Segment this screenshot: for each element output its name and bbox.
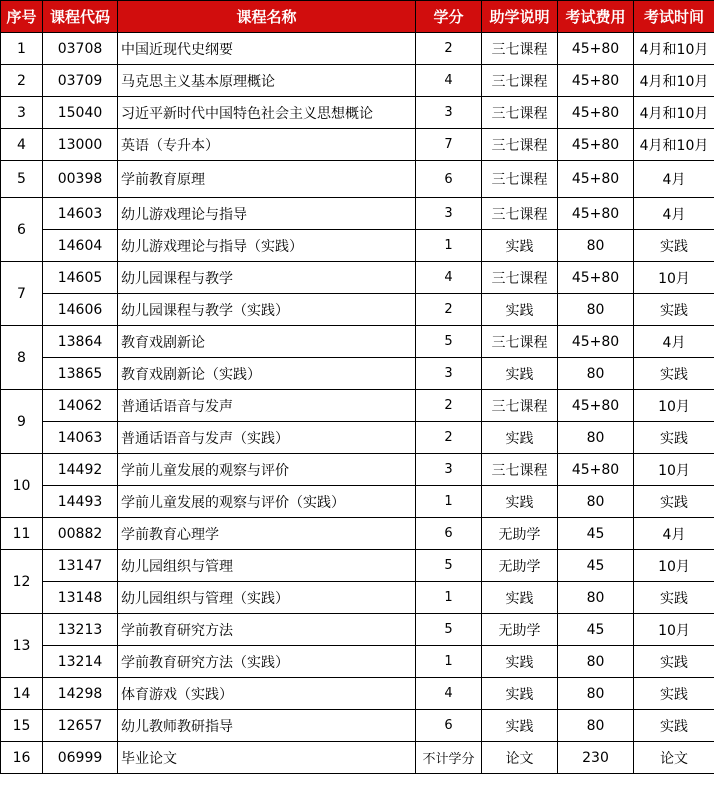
- course-fee: 45: [558, 614, 634, 646]
- table-row: [1, 262, 714, 294]
- course-code: 14492: [43, 454, 118, 486]
- course-fee: 45+80: [558, 198, 634, 230]
- course-name: 英语（专升本）: [118, 129, 416, 161]
- header-aid: 助学说明: [482, 1, 558, 33]
- course-code: 14603: [43, 198, 118, 230]
- table-row: [1, 486, 714, 518]
- course-credits: 6: [416, 710, 482, 742]
- row-seq: 3: [1, 97, 43, 129]
- row-seq: 11: [1, 518, 43, 550]
- course-code: 13000: [43, 129, 118, 161]
- course-code: 13214: [43, 646, 118, 678]
- table-row: [1, 678, 714, 710]
- course-fee: 80: [558, 710, 634, 742]
- course-name: 幼儿教师教研指导: [118, 710, 416, 742]
- course-aid: 无助学: [482, 614, 558, 646]
- header-time: 考试时间: [634, 1, 714, 33]
- course-fee: 80: [558, 230, 634, 262]
- course-aid: 三七课程: [482, 129, 558, 161]
- table-row: [1, 422, 714, 454]
- table-row: [1, 198, 714, 230]
- course-name: 普通话语音与发声: [118, 390, 416, 422]
- course-credits: 5: [416, 550, 482, 582]
- course-name: 学前儿童发展的观察与评价（实践）: [118, 486, 416, 518]
- course-name: 习近平新时代中国特色社会主义思想概论: [118, 97, 416, 129]
- course-code: 13865: [43, 358, 118, 390]
- table-row: [1, 550, 714, 582]
- header-name: 课程名称: [118, 1, 416, 33]
- course-aid: 三七课程: [482, 262, 558, 294]
- course-code: 15040: [43, 97, 118, 129]
- course-aid: 三七课程: [482, 97, 558, 129]
- course-credits: 不计学分: [416, 742, 482, 774]
- header-row: [1, 1, 714, 33]
- row-seq: 1: [1, 33, 43, 65]
- row-seq: 13: [1, 614, 43, 678]
- course-credits: 4: [416, 65, 482, 97]
- course-credits: 5: [416, 614, 482, 646]
- course-fee: 45+80: [558, 65, 634, 97]
- course-time: 论文: [634, 742, 714, 774]
- table-row: [1, 65, 714, 97]
- course-credits: 1: [416, 230, 482, 262]
- course-aid: 实践: [482, 678, 558, 710]
- course-time: 实践: [634, 422, 714, 454]
- row-seq: 6: [1, 198, 43, 262]
- course-code: 14062: [43, 390, 118, 422]
- table-row: [1, 97, 714, 129]
- course-code: 12657: [43, 710, 118, 742]
- course-fee: 45+80: [558, 262, 634, 294]
- row-seq: 10: [1, 454, 43, 518]
- course-time: 实践: [634, 230, 714, 262]
- course-fee: 45+80: [558, 33, 634, 65]
- course-code: 13147: [43, 550, 118, 582]
- course-name: 毕业论文: [118, 742, 416, 774]
- course-fee: 80: [558, 294, 634, 326]
- course-fee: 45: [558, 518, 634, 550]
- course-name: 教育戏剧新论: [118, 326, 416, 358]
- course-name: 教育戏剧新论（实践）: [118, 358, 416, 390]
- course-credits: 6: [416, 161, 482, 198]
- row-seq: 15: [1, 710, 43, 742]
- course-code: 00398: [43, 161, 118, 198]
- course-fee: 45+80: [558, 454, 634, 486]
- course-code: 14298: [43, 678, 118, 710]
- course-aid: 三七课程: [482, 326, 558, 358]
- course-code: 03708: [43, 33, 118, 65]
- course-aid: 实践: [482, 294, 558, 326]
- row-seq: 12: [1, 550, 43, 614]
- course-time: 实践: [634, 358, 714, 390]
- table-row: [1, 129, 714, 161]
- row-seq: 9: [1, 390, 43, 454]
- table-row: [1, 710, 714, 742]
- course-time: 实践: [634, 678, 714, 710]
- row-seq: 14: [1, 678, 43, 710]
- course-name: 幼儿园组织与管理: [118, 550, 416, 582]
- course-time: 10月: [634, 454, 714, 486]
- course-aid: 三七课程: [482, 454, 558, 486]
- course-time: 实践: [634, 710, 714, 742]
- course-name: 幼儿园课程与教学: [118, 262, 416, 294]
- table-row: [1, 742, 714, 774]
- course-aid: 实践: [482, 710, 558, 742]
- course-aid: 实践: [482, 422, 558, 454]
- course-name: 马克思主义基本原理概论: [118, 65, 416, 97]
- course-fee: 45+80: [558, 390, 634, 422]
- course-aid: 实践: [482, 646, 558, 678]
- course-fee: 80: [558, 678, 634, 710]
- course-time: 10月: [634, 614, 714, 646]
- header-seq: 序号: [1, 1, 43, 33]
- course-credits: 2: [416, 422, 482, 454]
- course-time: 4月和10月: [634, 129, 714, 161]
- course-fee: 80: [558, 358, 634, 390]
- course-aid: 三七课程: [482, 65, 558, 97]
- course-code: 00882: [43, 518, 118, 550]
- course-aid: 实践: [482, 582, 558, 614]
- course-time: 实践: [634, 486, 714, 518]
- course-time: 4月: [634, 161, 714, 198]
- course-credits: 5: [416, 326, 482, 358]
- table-row: [1, 518, 714, 550]
- course-credits: 3: [416, 97, 482, 129]
- course-code: 13148: [43, 582, 118, 614]
- course-aid: 三七课程: [482, 33, 558, 65]
- table-row: [1, 294, 714, 326]
- course-credits: 4: [416, 262, 482, 294]
- course-fee: 45: [558, 550, 634, 582]
- course-code: 14606: [43, 294, 118, 326]
- course-code: 06999: [43, 742, 118, 774]
- row-seq: 2: [1, 65, 43, 97]
- course-time: 10月: [634, 390, 714, 422]
- table-row: [1, 230, 714, 262]
- course-name: 学前儿童发展的观察与评价: [118, 454, 416, 486]
- course-table-body: [1, 33, 714, 774]
- course-aid: 论文: [482, 742, 558, 774]
- row-seq: 16: [1, 742, 43, 774]
- table-row: [1, 326, 714, 358]
- course-credits: 2: [416, 33, 482, 65]
- course-credits: 4: [416, 678, 482, 710]
- course-code: 14604: [43, 230, 118, 262]
- course-code: 14063: [43, 422, 118, 454]
- course-aid: 三七课程: [482, 161, 558, 198]
- course-aid: 无助学: [482, 518, 558, 550]
- course-name: 学前教育心理学: [118, 518, 416, 550]
- course-time: 4月: [634, 198, 714, 230]
- course-time: 4月: [634, 326, 714, 358]
- course-fee: 80: [558, 486, 634, 518]
- header-credits: 学分: [416, 1, 482, 33]
- course-name: 幼儿游戏理论与指导: [118, 198, 416, 230]
- course-fee: 80: [558, 422, 634, 454]
- course-time: 4月: [634, 518, 714, 550]
- row-seq: 8: [1, 326, 43, 390]
- course-name: 普通话语音与发声（实践）: [118, 422, 416, 454]
- course-name: 幼儿园组织与管理（实践）: [118, 582, 416, 614]
- table-row: [1, 454, 714, 486]
- course-time: 10月: [634, 550, 714, 582]
- course-credits: 6: [416, 518, 482, 550]
- table-row: [1, 390, 714, 422]
- course-name: 幼儿园课程与教学（实践）: [118, 294, 416, 326]
- course-code: 13864: [43, 326, 118, 358]
- course-aid: 实践: [482, 486, 558, 518]
- course-fee: 45+80: [558, 326, 634, 358]
- course-fee: 230: [558, 742, 634, 774]
- table-row: [1, 33, 714, 65]
- course-time: 4月和10月: [634, 97, 714, 129]
- course-time: 4月和10月: [634, 65, 714, 97]
- course-fee: 45+80: [558, 97, 634, 129]
- course-code: 13213: [43, 614, 118, 646]
- course-name: 体育游戏（实践）: [118, 678, 416, 710]
- course-credits: 1: [416, 486, 482, 518]
- course-name: 学前教育原理: [118, 161, 416, 198]
- course-credits: 3: [416, 454, 482, 486]
- course-time: 实践: [634, 646, 714, 678]
- course-aid: 实践: [482, 230, 558, 262]
- course-credits: 7: [416, 129, 482, 161]
- table-row: [1, 161, 714, 198]
- course-aid: 无助学: [482, 550, 558, 582]
- course-fee: 80: [558, 582, 634, 614]
- course-aid: 三七课程: [482, 198, 558, 230]
- header-fee: 考试费用: [558, 1, 634, 33]
- table-row: [1, 358, 714, 390]
- header-code: 课程代码: [43, 1, 118, 33]
- course-fee: 80: [558, 646, 634, 678]
- course-time: 实践: [634, 294, 714, 326]
- course-time: 10月: [634, 262, 714, 294]
- course-credits: 2: [416, 294, 482, 326]
- course-time: 实践: [634, 582, 714, 614]
- table-row: [1, 614, 714, 646]
- course-code: 14605: [43, 262, 118, 294]
- course-name: 学前教育研究方法: [118, 614, 416, 646]
- row-seq: 5: [1, 161, 43, 198]
- course-credits: 1: [416, 646, 482, 678]
- course-aid: 三七课程: [482, 390, 558, 422]
- course-name: 学前教育研究方法（实践）: [118, 646, 416, 678]
- course-code: 14493: [43, 486, 118, 518]
- row-seq: 7: [1, 262, 43, 326]
- course-name: 幼儿游戏理论与指导（实践）: [118, 230, 416, 262]
- course-name: 中国近现代史纲要: [118, 33, 416, 65]
- course-aid: 实践: [482, 358, 558, 390]
- course-credits: 1: [416, 582, 482, 614]
- table-row: [1, 582, 714, 614]
- course-code: 03709: [43, 65, 118, 97]
- course-credits: 3: [416, 358, 482, 390]
- table-row: [1, 646, 714, 678]
- course-credits: 2: [416, 390, 482, 422]
- row-seq: 4: [1, 129, 43, 161]
- course-fee: 45+80: [558, 161, 634, 198]
- course-credits: 3: [416, 198, 482, 230]
- course-time: 4月和10月: [634, 33, 714, 65]
- course-fee: 45+80: [558, 129, 634, 161]
